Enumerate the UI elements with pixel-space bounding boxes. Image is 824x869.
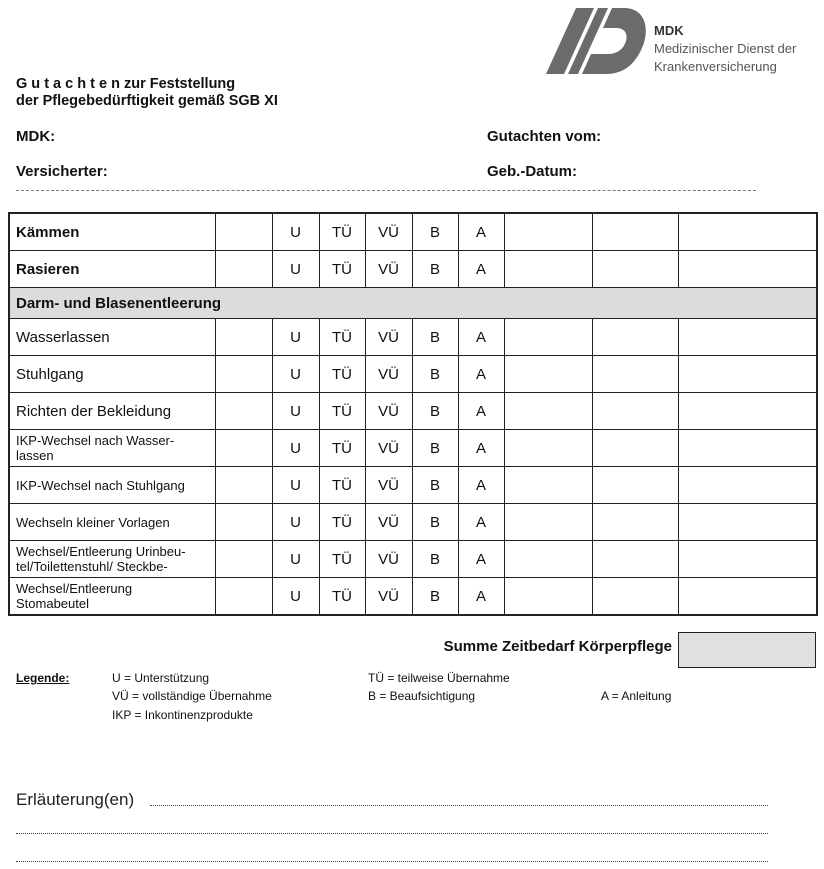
org-abbreviation: MDK [654, 23, 684, 38]
empty-cell[interactable] [678, 213, 817, 251]
code-vue[interactable]: VÜ [365, 213, 412, 251]
minutes-cell[interactable] [215, 430, 272, 467]
code-tue[interactable]: TÜ [319, 393, 365, 430]
title-line-2: der Pflegebedürftigkeit gemäß SGB XI [16, 93, 278, 109]
minutes-cell[interactable] [215, 213, 272, 251]
row-label-line: IKP-Wechsel nach Wasser- [16, 433, 175, 448]
code-vue[interactable]: VÜ [365, 319, 412, 356]
code-vue[interactable]: VÜ [365, 467, 412, 504]
code-b[interactable]: B [412, 319, 458, 356]
empty-cell[interactable] [504, 213, 592, 251]
empty-cell[interactable] [592, 541, 678, 578]
code-u[interactable]: U [272, 467, 319, 504]
row-label: IKP-Wechsel nach Stuhlgang [9, 467, 215, 504]
code-u[interactable]: U [272, 213, 319, 251]
code-a[interactable]: A [458, 251, 504, 288]
code-b[interactable]: B [412, 541, 458, 578]
empty-cell[interactable] [504, 467, 592, 504]
table-row [9, 504, 817, 541]
empty-cell[interactable] [504, 319, 592, 356]
mdk-field-label: MDK: [16, 128, 56, 145]
row-label-line: tel/Toilettenstuhl/ Steckbe- [16, 559, 168, 574]
minutes-cell[interactable] [215, 319, 272, 356]
code-tue[interactable]: TÜ [319, 467, 365, 504]
minutes-cell[interactable] [215, 467, 272, 504]
mdk-logo [546, 8, 816, 80]
code-u[interactable]: U [272, 356, 319, 393]
code-tue[interactable]: TÜ [319, 504, 365, 541]
table-row [9, 541, 817, 578]
empty-cell[interactable] [592, 393, 678, 430]
code-vue[interactable]: VÜ [365, 541, 412, 578]
row-label: Stuhlgang [9, 356, 215, 393]
code-a[interactable]: A [458, 578, 504, 616]
code-b[interactable]: B [412, 430, 458, 467]
legend-tue: TÜ = teilweise Übernahme [368, 671, 510, 685]
minutes-cell[interactable] [215, 356, 272, 393]
table-row [9, 578, 817, 616]
care-assessment-table [8, 212, 818, 616]
total-time-box[interactable] [678, 632, 816, 668]
empty-cell[interactable] [678, 578, 817, 616]
code-a[interactable]: A [458, 213, 504, 251]
empty-cell[interactable] [678, 541, 817, 578]
minutes-cell[interactable] [215, 251, 272, 288]
table-row [9, 356, 817, 393]
dotted-line[interactable] [150, 805, 768, 806]
legend-u: U = Unterstützung [112, 671, 210, 685]
empty-cell[interactable] [592, 356, 678, 393]
gutachten-vom-label: Gutachten vom: [487, 128, 602, 145]
empty-cell[interactable] [504, 393, 592, 430]
code-b[interactable]: B [412, 356, 458, 393]
row-label [9, 430, 215, 467]
empty-cell[interactable] [678, 251, 817, 288]
code-b[interactable]: B [412, 578, 458, 616]
table-row [9, 430, 817, 467]
legend-b: B = Beaufsichtigung [368, 689, 476, 703]
table-row [9, 467, 817, 504]
section-header-row [9, 288, 817, 319]
empty-cell[interactable] [592, 578, 678, 616]
legend-a: A = Anleitung [601, 689, 672, 703]
title-line-1: G u t a c h t e n zur Feststellung [16, 76, 236, 92]
legend-title: Legende: [16, 671, 70, 685]
separator-line [16, 190, 756, 191]
code-b[interactable]: B [412, 467, 458, 504]
minutes-cell[interactable] [215, 393, 272, 430]
code-b[interactable]: B [412, 251, 458, 288]
code-a[interactable]: A [458, 356, 504, 393]
row-label-line: Wechsel/Entleerung Urinbeu- [16, 544, 186, 559]
legend-vue: VÜ = vollständige Übernahme [112, 689, 272, 703]
row-label [9, 541, 215, 578]
code-vue[interactable]: VÜ [365, 251, 412, 288]
code-vue[interactable]: VÜ [365, 504, 412, 541]
empty-cell[interactable] [592, 467, 678, 504]
mdk-logo-icon [546, 8, 646, 80]
row-label: Kämmen [9, 213, 215, 251]
erlaeuterung-label: Erläuterung(en) [16, 790, 135, 809]
org-line-2: Krankenversicherung [654, 59, 777, 74]
minutes-cell[interactable] [215, 504, 272, 541]
table-row [9, 393, 817, 430]
dotted-line[interactable] [16, 833, 768, 834]
organization-name [654, 22, 796, 76]
code-tue[interactable]: TÜ [319, 251, 365, 288]
minutes-cell[interactable] [215, 541, 272, 578]
empty-cell[interactable] [592, 504, 678, 541]
code-tue[interactable]: TÜ [319, 430, 365, 467]
code-a[interactable]: A [458, 467, 504, 504]
section-title: Darm- und Blasenentleerung [9, 288, 817, 319]
code-tue[interactable]: TÜ [319, 541, 365, 578]
empty-cell[interactable] [592, 319, 678, 356]
row-label: Wechseln kleiner Vorlagen [9, 504, 215, 541]
empty-cell[interactable] [504, 430, 592, 467]
code-vue[interactable]: VÜ [365, 356, 412, 393]
empty-cell[interactable] [504, 578, 592, 616]
dotted-line[interactable] [16, 861, 768, 862]
code-a[interactable]: A [458, 541, 504, 578]
row-label-line: lassen [16, 448, 54, 463]
empty-cell[interactable] [678, 430, 817, 467]
code-u[interactable]: U [272, 504, 319, 541]
code-u[interactable]: U [272, 319, 319, 356]
code-vue[interactable]: VÜ [365, 578, 412, 616]
code-b[interactable]: B [412, 213, 458, 251]
legend-ikp: IKP = Inkontinenzprodukte [112, 708, 253, 722]
org-line-1: Medizinischer Dienst der [654, 41, 797, 56]
code-tue[interactable]: TÜ [319, 578, 365, 616]
empty-cell[interactable] [678, 319, 817, 356]
empty-cell[interactable] [678, 467, 817, 504]
code-vue[interactable]: VÜ [365, 393, 412, 430]
empty-cell[interactable] [678, 356, 817, 393]
geb-datum-label: Geb.-Datum: [487, 163, 577, 180]
code-b[interactable]: B [412, 393, 458, 430]
code-tue[interactable]: TÜ [319, 213, 365, 251]
row-label-line: Stomabeutel [16, 596, 89, 611]
empty-cell[interactable] [678, 504, 817, 541]
empty-cell[interactable] [504, 356, 592, 393]
empty-cell[interactable] [504, 251, 592, 288]
minutes-cell[interactable] [215, 578, 272, 616]
total-label: Summe Zeitbedarf Körperpflege [443, 638, 672, 655]
versicherter-label: Versicherter: [16, 163, 108, 180]
code-vue[interactable]: VÜ [365, 430, 412, 467]
code-a[interactable]: A [458, 319, 504, 356]
row-label-line: Wechsel/Entleerung [16, 581, 133, 596]
code-u[interactable]: U [272, 430, 319, 467]
row-label: Wasserlassen [9, 319, 215, 356]
row-label [9, 578, 215, 616]
code-u[interactable]: U [272, 393, 319, 430]
table-row [9, 213, 817, 251]
empty-cell[interactable] [678, 393, 817, 430]
empty-cell[interactable] [592, 213, 678, 251]
table-row [9, 319, 817, 356]
table-row [9, 251, 817, 288]
code-b[interactable]: B [412, 504, 458, 541]
empty-cell[interactable] [504, 541, 592, 578]
code-tue[interactable]: TÜ [319, 356, 365, 393]
code-u[interactable]: U [272, 578, 319, 616]
code-tue[interactable]: TÜ [319, 319, 365, 356]
row-label: Richten der Bekleidung [9, 393, 215, 430]
document-title [16, 76, 278, 110]
code-a[interactable]: A [458, 393, 504, 430]
code-a[interactable]: A [458, 430, 504, 467]
row-label: Rasieren [9, 251, 215, 288]
empty-cell[interactable] [504, 504, 592, 541]
empty-cell[interactable] [592, 251, 678, 288]
empty-cell[interactable] [592, 430, 678, 467]
code-a[interactable]: A [458, 504, 504, 541]
code-u[interactable]: U [272, 541, 319, 578]
code-u[interactable]: U [272, 251, 319, 288]
